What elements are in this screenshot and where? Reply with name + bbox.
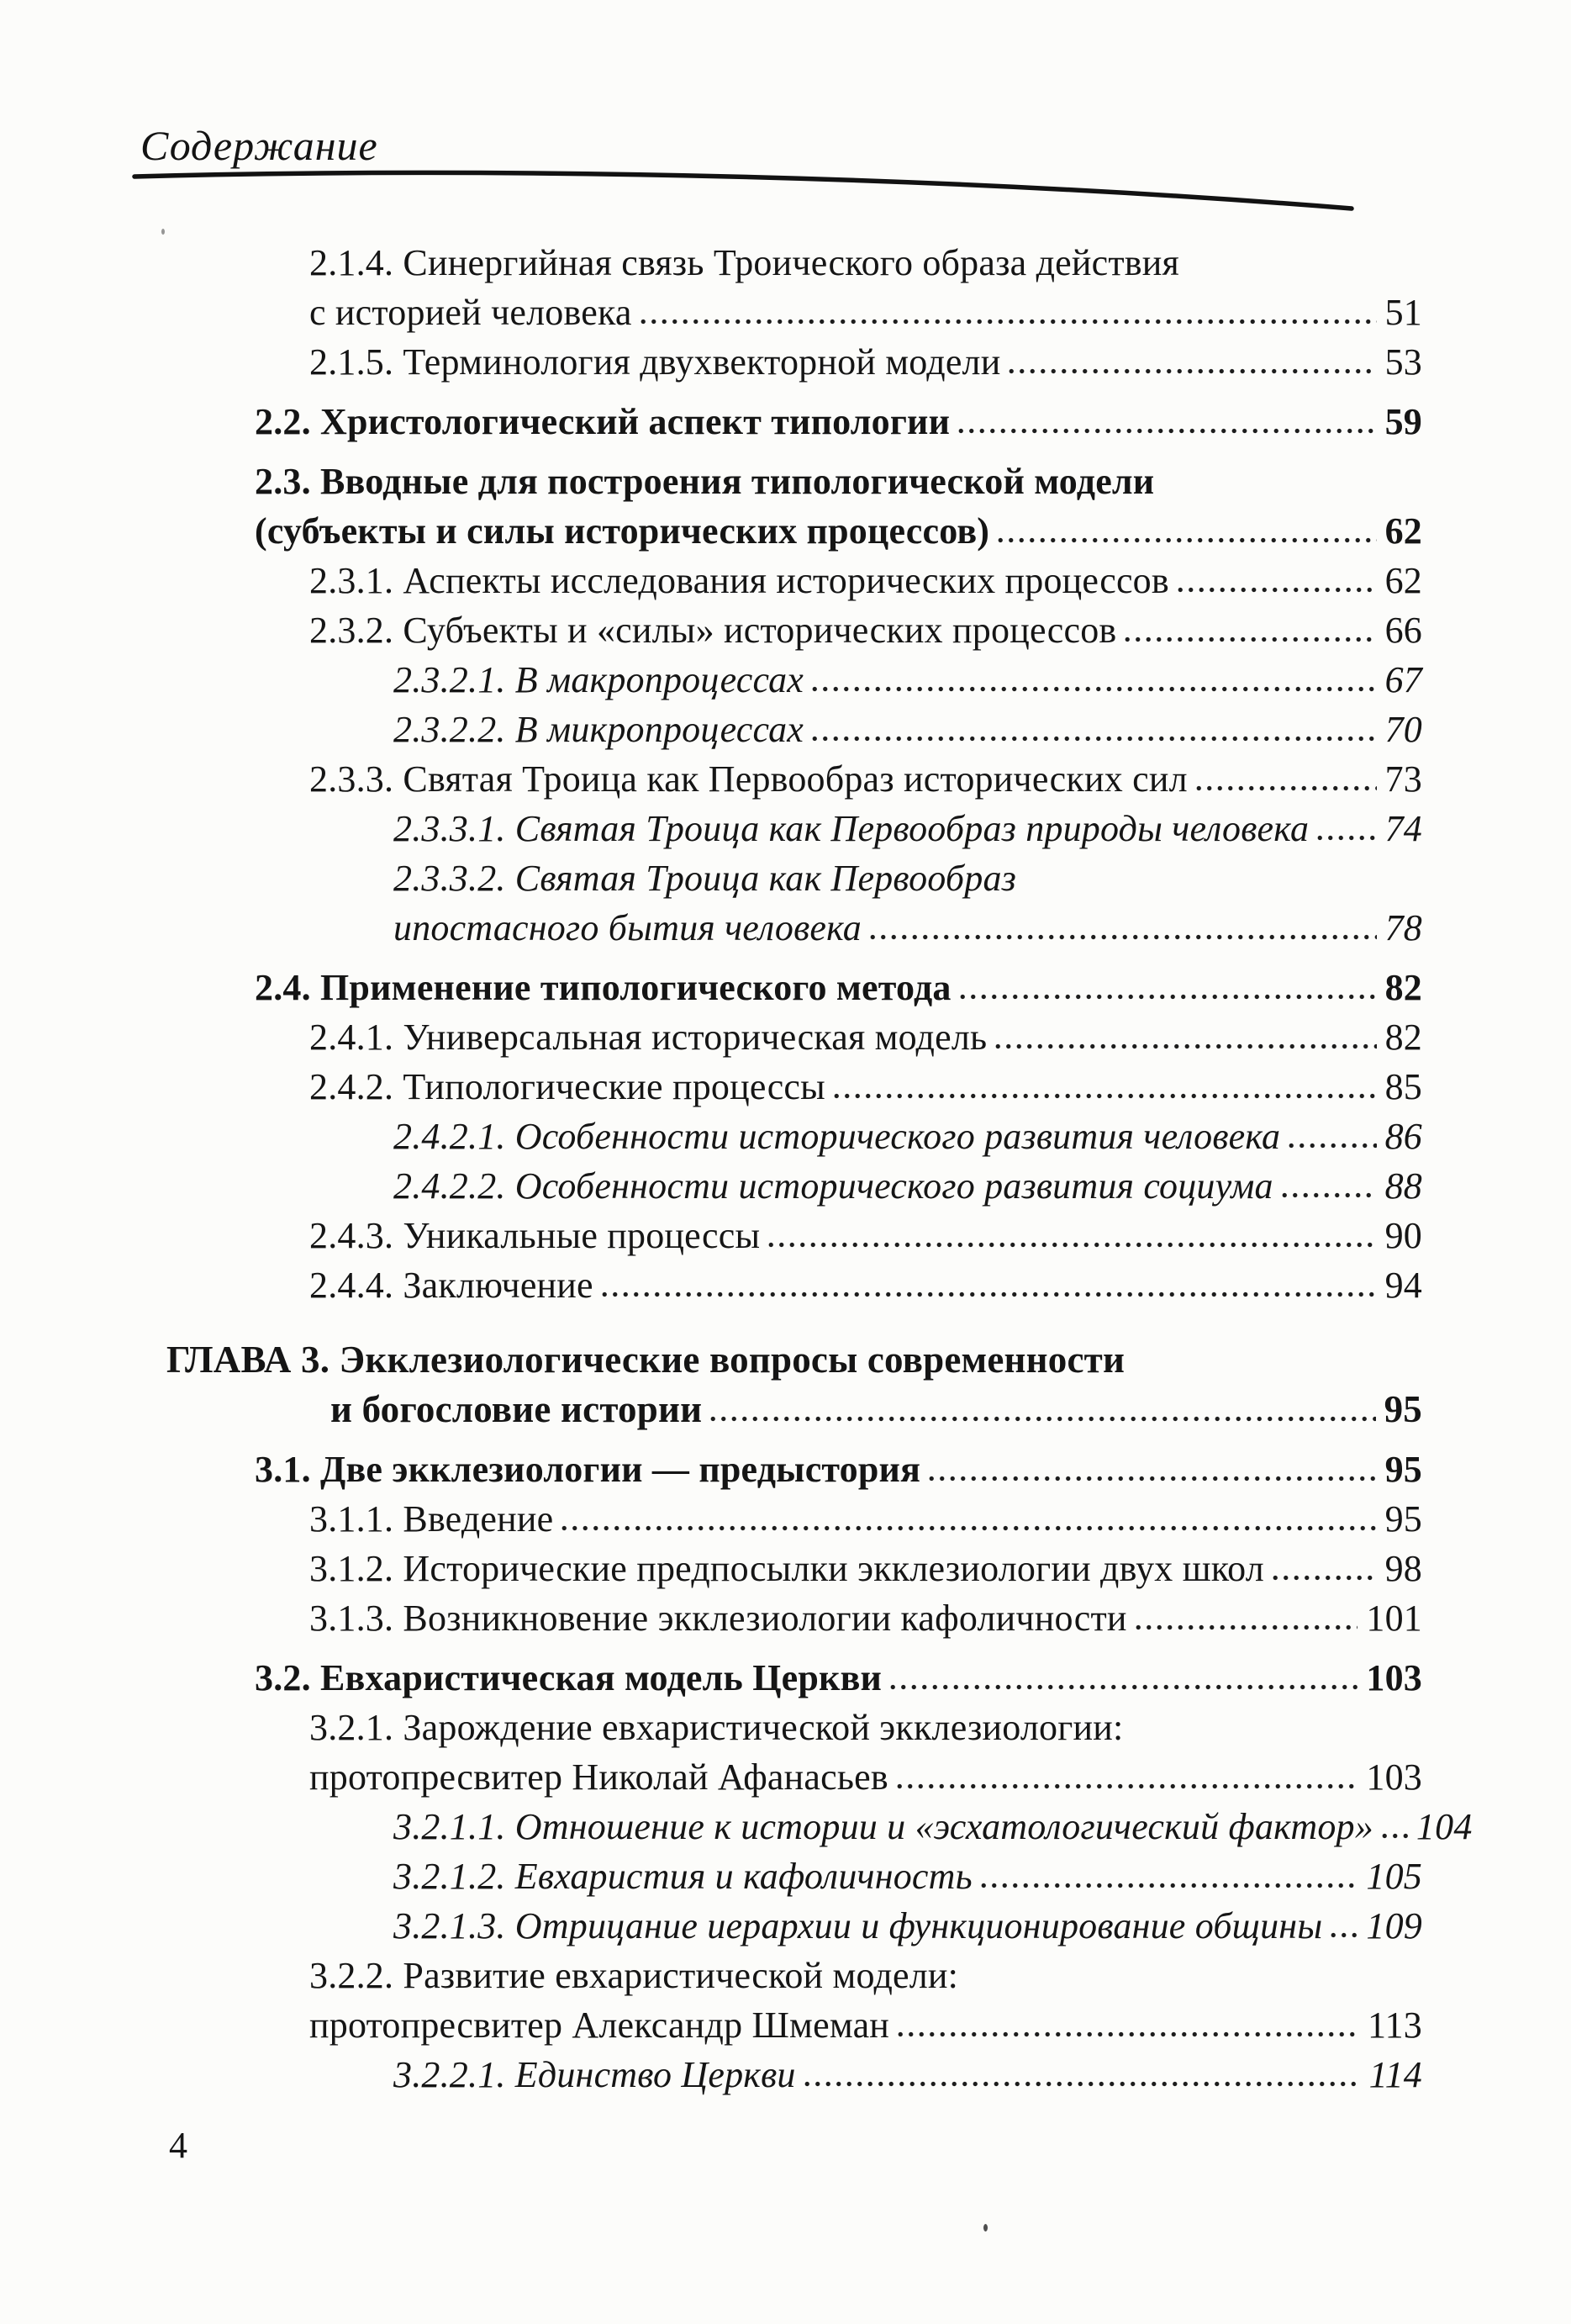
toc-entry: [0, 1851, 1422, 1901]
scan-speck: [983, 2224, 988, 2232]
toc-entry: [0, 1161, 1422, 1211]
toc-page-number: 51: [1384, 292, 1422, 333]
toc-entry-line: [309, 1260, 1422, 1310]
toc-entry-line: 3.2.2. Развитие евхаристической модели:: [309, 1955, 959, 1996]
toc-page-number: 113: [1368, 2004, 1422, 2046]
toc-entry: [0, 457, 1422, 556]
toc-entry-line: ГЛАВА 3. Экклезиологические вопросы современности: [166, 1339, 1126, 1381]
toc-entry-text: 3.2. Евхаристическая модель Церкви: [255, 1657, 883, 1698]
page-number: 4: [169, 2125, 187, 2166]
toc-entry: [0, 238, 1422, 337]
toc-page-number: 70: [1384, 709, 1422, 750]
toc-page-number: 95: [1384, 1498, 1422, 1540]
toc-entry-line: [393, 1161, 1422, 1211]
toc-entry-text: 2.3.1. Аспекты исследования исторических процессов: [309, 560, 1169, 601]
dot-leader: [1279, 1161, 1377, 1211]
toc-entry: [0, 853, 1422, 953]
dot-leader: [957, 963, 1377, 1012]
toc-page-number: 94: [1384, 1265, 1422, 1306]
toc-entry-text: 2.4.3. Уникальные процессы: [309, 1215, 761, 1256]
toc-entry-text: 3.1.1. Введение: [309, 1498, 554, 1540]
toc-entry: [0, 1335, 1422, 1434]
toc-entry-line: [166, 1385, 1422, 1434]
toc-entry-text: 3.1.2. Исторические предпосылки экклезиологии двух школ: [309, 1548, 1264, 1589]
toc-entry-line: [309, 1062, 1422, 1112]
dot-leader: [1122, 605, 1376, 655]
dot-leader: [978, 1851, 1358, 1901]
toc-page-number: 103: [1366, 1657, 1422, 1698]
toc-entry-line: [309, 1593, 1422, 1643]
dot-leader: [802, 2050, 1361, 2100]
toc-entry-text: 2.4.2.1. Особенности исторического развития человека: [393, 1116, 1281, 1157]
dot-leader: [1133, 1593, 1358, 1643]
dot-leader: [809, 655, 1377, 705]
toc-page-number: 101: [1366, 1598, 1422, 1639]
dot-leader: [809, 705, 1377, 754]
toc-page-number: 74: [1384, 808, 1422, 849]
toc-entry-line: [393, 1851, 1422, 1901]
toc-entry: [0, 655, 1422, 705]
toc-entry: [0, 1951, 1422, 2050]
toc-entry-line: 2.3.3.2. Святая Троица как Первообраз: [393, 858, 1017, 899]
toc-entry-line: [309, 605, 1422, 655]
dot-leader: [1328, 1901, 1357, 1951]
dot-leader: [993, 1012, 1376, 1062]
toc-page-number: 62: [1384, 560, 1422, 601]
page-header-title: Содержание: [140, 122, 378, 169]
dot-leader: [638, 288, 1377, 337]
toc-entry: [0, 2050, 1422, 2100]
toc-entry-text: ипостасного бытия человека: [393, 907, 862, 948]
dot-leader: [1379, 1802, 1408, 1851]
toc-entry-line: 2.3. Вводные для построения типологической модели: [255, 461, 1155, 502]
toc-entry: [0, 1593, 1422, 1643]
toc-page-number: 114: [1368, 2054, 1422, 2095]
dot-leader: [1006, 337, 1376, 387]
dot-leader: [926, 1445, 1377, 1494]
toc-entry-line: [255, 397, 1422, 446]
toc-entry-text: 3.2.1.3. Отрицание иерархии и функционирование общины: [393, 1905, 1323, 1946]
toc-entry-line: [393, 705, 1422, 754]
toc-entry-text: 2.3.2.1. В макропроцессах: [393, 659, 804, 700]
toc-entry: [0, 804, 1422, 853]
toc-entry-line: [309, 754, 1422, 804]
toc-entry-text: 3.1. Две экклезиологии — предыстория: [255, 1449, 921, 1490]
toc-entry-text: с историей человека: [309, 292, 632, 333]
toc-entry-text: 2.3.3.1. Святая Троица как Первообраз природы человека: [393, 808, 1310, 849]
toc-page-number: 78: [1384, 907, 1422, 948]
dot-leader: [1286, 1112, 1376, 1161]
dot-leader: [599, 1260, 1377, 1310]
toc-entry: [0, 397, 1422, 446]
dot-leader: [995, 506, 1376, 556]
toc-entry: [0, 1703, 1422, 1802]
toc-entry-line: [309, 1544, 1422, 1593]
toc-entry-line: 2.1.4. Синергийная связь Троического образа действия: [309, 242, 1179, 283]
toc-entry: [0, 1653, 1422, 1703]
toc-entry-line: [393, 903, 1422, 953]
toc-entry: [0, 556, 1422, 605]
toc-entry: [0, 605, 1422, 655]
toc-entry: [0, 963, 1422, 1012]
toc-entry-text: 3.2.2.1. Единство Церкви: [393, 2054, 796, 2095]
toc-entry-text: 3.2.1.1. Отношение к истории и «эсхатологический фактор»: [393, 1806, 1373, 1847]
dot-leader: [888, 1653, 1357, 1703]
toc-entry: [0, 1802, 1473, 1851]
toc-entry-line: [255, 1653, 1422, 1703]
toc-page-number: 66: [1384, 610, 1422, 651]
dot-leader: [766, 1211, 1376, 1260]
toc-entry-line: [309, 1211, 1422, 1260]
dot-leader: [708, 1385, 1375, 1434]
toc-page-number: 90: [1384, 1215, 1422, 1256]
toc-page-number: 53: [1384, 341, 1422, 383]
toc-entry-line: 3.2.1. Зарождение евхаристической экклезиологии:: [309, 1707, 1124, 1748]
toc-page-number: 104: [1415, 1806, 1473, 1847]
toc-entry-line: [309, 1752, 1422, 1802]
toc-entry: [0, 1260, 1422, 1310]
toc-page-number: 73: [1384, 758, 1422, 800]
toc-entry-line: [255, 506, 1422, 556]
toc-page-number: 85: [1384, 1066, 1422, 1107]
table-of-contents: [0, 238, 1473, 2100]
toc-page-number: 105: [1366, 1856, 1422, 1897]
toc-entry-text: и богословие истории: [330, 1388, 703, 1430]
toc-entry-text: 2.3.2. Субъекты и «силы» исторических процессов: [309, 610, 1117, 651]
toc-entry-text: 2.4.1. Универсальная историческая модель: [309, 1017, 988, 1058]
toc-page-number: 82: [1384, 1017, 1422, 1058]
toc-page-number: 103: [1366, 1756, 1422, 1798]
toc-entry-text: 2.4.4. Заключение: [309, 1265, 593, 1306]
header-rule: [0, 161, 1571, 229]
toc-entry-line: [255, 1445, 1422, 1494]
toc-entry: [0, 1445, 1422, 1494]
toc-page-number: 109: [1366, 1905, 1422, 1946]
toc-entry: [0, 705, 1422, 754]
toc-entry-line: [393, 804, 1422, 853]
toc-page-number: 95: [1384, 1449, 1422, 1490]
toc-entry: [0, 1112, 1422, 1161]
toc-entry-text: 2.3.2.2. В микропроцессах: [393, 709, 804, 750]
toc-entry: [0, 1211, 1422, 1260]
toc-entry-line: [309, 288, 1422, 337]
toc-page-number: 88: [1384, 1165, 1422, 1207]
toc-page-number: 59: [1384, 401, 1422, 442]
toc-entry-text: 3.1.3. Возникновение экклезиологии кафоличности: [309, 1598, 1127, 1639]
toc-entry-line: [393, 1901, 1422, 1951]
toc-entry-line: [393, 655, 1422, 705]
toc-entry-text: 2.4. Применение типологического метода: [255, 967, 952, 1008]
dot-leader: [1194, 754, 1377, 804]
toc-entry-text: 2.2. Христологический аспект типологии: [255, 401, 951, 442]
toc-entry-text: протопресвитер Николай Афанасьев: [309, 1756, 888, 1798]
toc-entry-line: [309, 556, 1422, 605]
toc-entry-line: [393, 1802, 1473, 1851]
toc-entry: [0, 1901, 1422, 1951]
toc-entry-line: [309, 1012, 1422, 1062]
toc-entry-line: [309, 1494, 1422, 1544]
dot-leader: [1175, 556, 1377, 605]
toc-entry-line: [309, 2000, 1422, 2050]
toc-entry-text: 2.1.5. Терминология двухвекторной модели: [309, 341, 1001, 383]
dot-leader: [1315, 804, 1376, 853]
toc-entry-text: протопресвитер Александр Шмеман: [309, 2004, 890, 2046]
toc-entry-line: [255, 963, 1422, 1012]
toc-entry-line: [393, 1112, 1422, 1161]
dot-leader: [831, 1062, 1377, 1112]
toc-entry-text: 2.3.3. Святая Троица как Первообраз исторических сил: [309, 758, 1188, 800]
toc-entry-text: 2.4.2.2. Особенности исторического развития социума: [393, 1165, 1273, 1207]
toc-entry-text: 2.4.2. Типологические процессы: [309, 1066, 825, 1107]
dot-leader: [894, 1752, 1358, 1802]
toc-entry: [0, 1494, 1422, 1544]
toc-page-number: 67: [1384, 659, 1422, 700]
dot-leader: [1270, 1544, 1377, 1593]
toc-page-number: 82: [1384, 967, 1422, 1008]
toc-entry: [0, 754, 1422, 804]
toc-entry-line: [393, 2050, 1422, 2100]
toc-entry: [0, 1544, 1422, 1593]
toc-entry-line: [309, 337, 1422, 387]
toc-page-number: 98: [1384, 1548, 1422, 1589]
toc-entry: [0, 1012, 1422, 1062]
dot-leader: [867, 903, 1377, 953]
toc-entry-text: (субъекты и силы исторических процессов): [255, 510, 990, 552]
dot-leader: [895, 2000, 1359, 2050]
toc-page-number: 95: [1384, 1388, 1422, 1430]
scan-speck: [161, 229, 165, 235]
toc-page-number: 62: [1384, 510, 1422, 552]
toc-entry: [0, 1062, 1422, 1112]
toc-entry-text: 3.2.1.2. Евхаристия и кафоличность: [393, 1856, 973, 1897]
dot-leader: [956, 397, 1376, 446]
dot-leader: [559, 1494, 1376, 1544]
toc-entry: [0, 337, 1422, 387]
toc-page-number: 86: [1384, 1116, 1422, 1157]
